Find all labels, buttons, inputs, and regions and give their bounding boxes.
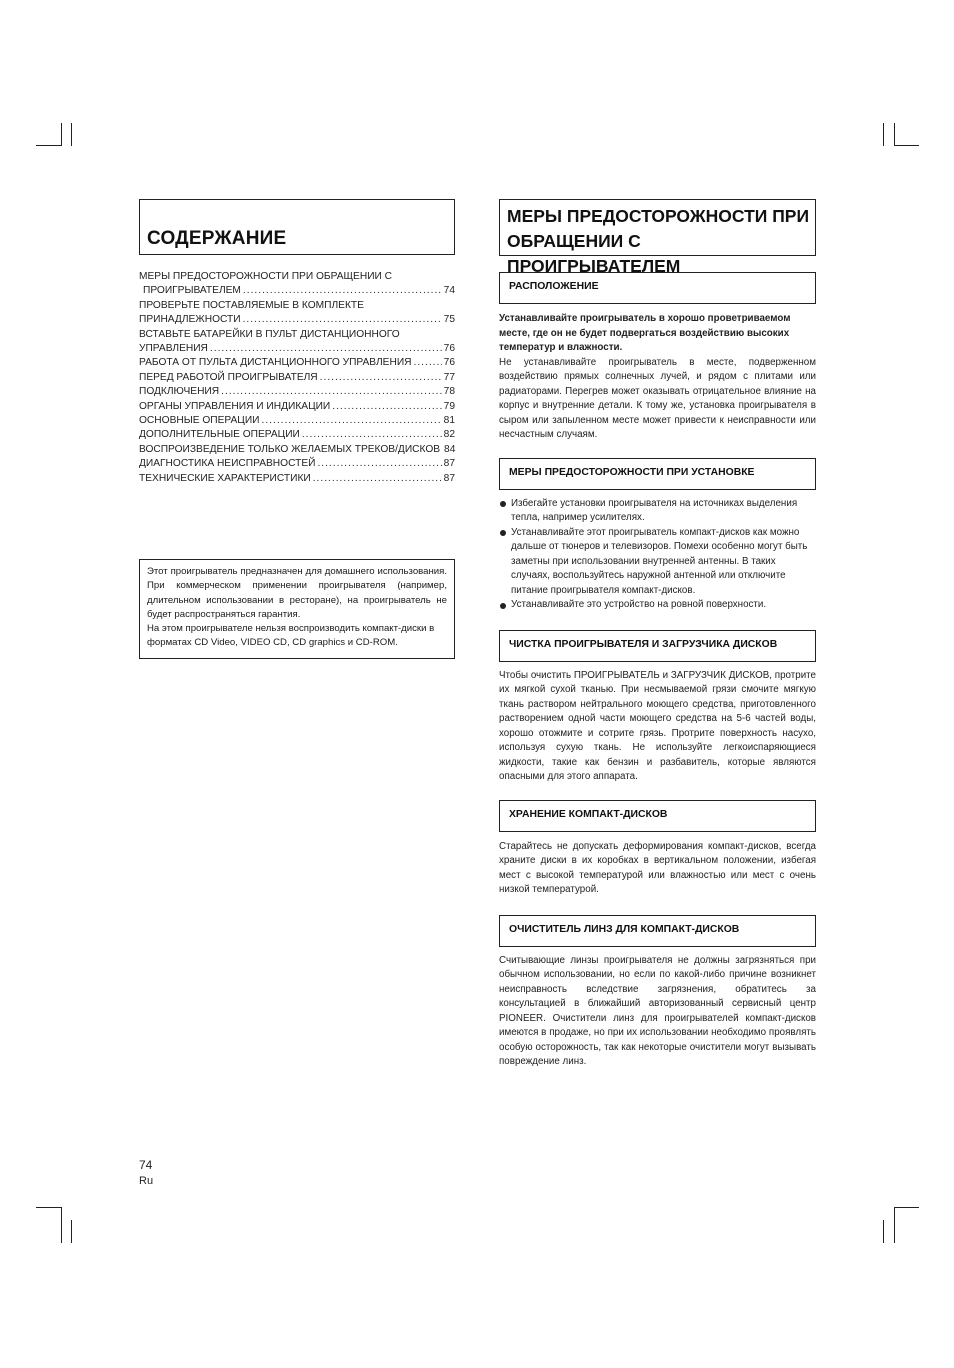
- section-body-installation: [499, 497, 816, 613]
- section-body-location: [499, 312, 816, 443]
- contents-title: СОДЕРЖАНИЕ: [139, 199, 455, 255]
- toc-entry-line: ПРОВЕРЬТЕ ПОСТАВЛЯЕМЫЕ В КОМПЛЕКТЕ: [139, 299, 364, 311]
- crop-mark: [71, 123, 72, 146]
- crop-mark: [894, 123, 895, 146]
- storage-text: Старайтесь не допускать деформирования компакт-дисков, всегда храните диски в их коробках в вертикальном положении, избегая мест с высокой температурой или влажностью или мест с очень низкой температурой.: [499, 840, 816, 895]
- crop-mark: [894, 145, 919, 146]
- list-item: Избегайте установки проигрывателя на источниках выделения тепла, например усилителях.: [499, 497, 816, 526]
- toc-entry-title: ПЕРЕД РАБОТОЙ ПРОИГРЫВАТЕЛЯ: [139, 371, 318, 383]
- section-heading-storage: ХРАНЕНИЕ КОМПАКТ-ДИСКОВ: [499, 800, 816, 832]
- toc-entry[interactable]: [139, 400, 455, 414]
- toc-page-number: 75: [443, 314, 455, 326]
- toc-page-number: 76: [443, 343, 455, 355]
- toc-leader: [332, 400, 441, 414]
- toc-entry[interactable]: [139, 356, 455, 370]
- section-body-cleaning: [499, 669, 816, 785]
- toc-page-number: 81: [443, 415, 455, 427]
- list-item: Устанавливайте это устройство на ровной поверхности.: [499, 598, 816, 613]
- toc-leader: [221, 385, 442, 399]
- crop-mark: [61, 123, 62, 146]
- location-warning: Устанавливайте проигрыватель в хорошо проветриваемом месте, где он не будет подвергаться воздействию высоких температур и влажности.: [499, 313, 791, 353]
- toc-page-number: 78: [443, 386, 455, 398]
- toc-entry-title: ПРИНАДЛЕЖНОСТИ: [139, 314, 241, 326]
- cleaning-text: Чтобы очистить ПРОИГРЫВАТЕЛЬ и ЗАГРУЗЧИК ДИСКОВ, протрите их мягкой сухой тканью. При несмываемой грязи смочите мягкую ткань раствором нейтрального моющего средства, приготовленного растворением одной части моющего средства на 5-6 частей воды, хорошо отожмите и сотрите грязь. Протрите поверхность насухо, используя сухую ткань. Не используйте легкоиспаряющиеся жидкости, такие как бензин и разбавитель, которые являются опасными для этого аппарата.: [499, 669, 816, 782]
- toc-leader: [414, 356, 442, 370]
- toc-entry[interactable]: [139, 457, 455, 471]
- precautions-title-line: ОБРАЩЕНИИ С ПРОИГРЫВАТЕЛЕМ: [507, 231, 681, 276]
- location-text: Не устанавливайте проигрыватель в месте, подверженном воздействию прямых солнечных лучей, и рядом с плитами или радиаторами. Перегрев может оказывать отрицательное влияние на корпус и внутренние детали. К тому же, установка проигрывателя в сыром или запыленном месте может привести к неисправности или несчастным случаям.: [499, 356, 816, 440]
- home-use-notice: [139, 559, 455, 659]
- page-number: 74: [139, 1158, 153, 1172]
- contents-column: [139, 199, 456, 649]
- notice-paragraph: Этот проигрыватель предназначен для домашнего использования. При коммерческом применении проигрывателя (например, длительном использовании в ресторане), на проигрыватель не будет распространяться гарантия.: [147, 566, 447, 620]
- toc-page-number: 87: [443, 472, 455, 484]
- precautions-column: [499, 199, 816, 1070]
- list-item: Устанавливайте этот проигрыватель компакт-дисков как можно дальше от тюнеров и телевизоров. Помехи особенно могут быть заметны при использовании внутренней антенны. В таких случаях, воспользуйтесь наружной антенной или отключите питание проигрывателя компакт-дисков.: [499, 526, 816, 599]
- toc-entry[interactable]: [139, 472, 455, 486]
- toc-entry-line: МЕРЫ ПРЕДОСТОРОЖНОСТИ ПРИ ОБРАЩЕНИИ С: [139, 271, 393, 282]
- crop-mark: [36, 1207, 62, 1208]
- toc-entry-title: ПРОИГРЫВАТЕЛЕМ: [143, 285, 241, 297]
- toc-page-number: 76: [443, 357, 455, 369]
- crop-mark: [883, 1220, 884, 1243]
- toc-entry-title: ДОПОЛНИТЕЛЬНЫЕ ОПЕРАЦИИ: [139, 429, 300, 441]
- toc-entry[interactable]: [139, 428, 455, 442]
- toc-page-number: 82: [443, 429, 455, 441]
- toc-entry[interactable]: [139, 328, 455, 357]
- precautions-title: [499, 199, 816, 276]
- toc-entry[interactable]: [139, 414, 455, 428]
- toc-page-number: 74: [443, 285, 455, 297]
- toc-leader: [243, 284, 442, 298]
- section-body-lens: [499, 954, 816, 1070]
- bullet-icon: [500, 603, 506, 609]
- toc-entry-title: ПОДКЛЮЧЕНИЯ: [139, 386, 220, 398]
- toc-entry-title: ОРГАНЫ УПРАВЛЕНИЯ И ИНДИКАЦИИ: [139, 400, 331, 412]
- toc-leader: [243, 313, 442, 327]
- precautions-title-line: МЕРЫ ПРЕДОСТОРОЖНОСТИ ПРИ: [507, 206, 810, 226]
- toc-entry-title: УПРАВЛЕНИЯ: [139, 343, 208, 355]
- toc-entry[interactable]: [139, 270, 455, 299]
- toc-entry[interactable]: [139, 299, 455, 328]
- toc-entry-line: ВСТАВЬТЕ БАТАРЕЙКИ В ПУЛЬТ ДИСТАНЦИОННОГО: [139, 328, 400, 340]
- crop-mark: [61, 1207, 62, 1243]
- toc-leader: [210, 342, 442, 356]
- bullet-icon: [500, 501, 506, 507]
- section-heading-location: РАСПОЛОЖЕНИЕ: [499, 272, 816, 304]
- toc-entry-title: ДИАГНОСТИКА НЕИСПРАВНОСТЕЙ: [139, 458, 316, 470]
- toc-entry-title: ОСНОВНЫЕ ОПЕРАЦИИ: [139, 415, 260, 427]
- toc-leader: [317, 457, 441, 471]
- toc-entry[interactable]: [139, 443, 455, 457]
- toc-page-number: 87: [443, 458, 455, 470]
- toc-leader: [320, 371, 442, 385]
- language-code: Ru: [139, 1175, 154, 1187]
- section-heading-lens: ОЧИСТИТЕЛЬ ЛИНЗ ДЛЯ КОМПАКТ-ДИСКОВ: [499, 915, 816, 947]
- notice-paragraph: На этом проигрывателе нельзя воспроизводить компакт-диски в форматах CD Video, VIDEO CD, CD graphics и CD-ROM.: [147, 623, 435, 649]
- toc-page-number: 79: [443, 400, 455, 412]
- crop-mark: [36, 145, 62, 146]
- toc-leader: [302, 428, 442, 442]
- lens-text: Считывающие линзы проигрывателя не должны загрязняться при обычном использовании, но если по какой-либо причине возникнет неисправность вследствие загрязнения, обратитесь за консультацией в ближайший авторизованный сервисный центр PIONEER. Очистители линз для проигрывателей компакт-дисков имеются в продаже, но при их использовании необходимо проявлять особую осторожность, так как некоторые очистители могут вызывать повреждение линз.: [499, 954, 816, 1067]
- crop-mark: [894, 1207, 919, 1208]
- crop-mark: [883, 123, 884, 146]
- toc-entry[interactable]: [139, 371, 455, 385]
- section-body-storage: [499, 840, 816, 898]
- toc-leader: [262, 414, 442, 428]
- crop-mark: [71, 1220, 72, 1243]
- toc-page-number: 77: [443, 371, 455, 383]
- installation-list: [499, 497, 816, 613]
- toc-entry-title: ВОСПРОИЗВЕДЕНИЕ ТОЛЬКО ЖЕЛАЕМЫХ ТРЕКОВ/ДИСКОВ: [139, 443, 441, 455]
- toc-leader: [313, 472, 442, 486]
- section-heading-installation: МЕРЫ ПРЕДОСТОРОЖНОСТИ ПРИ УСТАНОВКЕ: [499, 458, 816, 490]
- toc-entry[interactable]: [139, 385, 455, 399]
- table-of-contents: [139, 270, 455, 486]
- toc-entry-title: РАБОТА ОТ ПУЛЬТА ДИСТАНЦИОННОГО УПРАВЛЕНИЯ: [139, 357, 412, 369]
- toc-entry-title: ТЕХНИЧЕСКИЕ ХАРАКТЕРИСТИКИ: [139, 472, 311, 484]
- crop-mark: [894, 1207, 895, 1243]
- section-heading-cleaning: ЧИСТКА ПРОИГРЫВАТЕЛЯ И ЗАГРУЗЧИКА ДИСКОВ: [499, 630, 816, 662]
- bullet-icon: [500, 530, 506, 536]
- toc-page-number: 84: [444, 443, 456, 455]
